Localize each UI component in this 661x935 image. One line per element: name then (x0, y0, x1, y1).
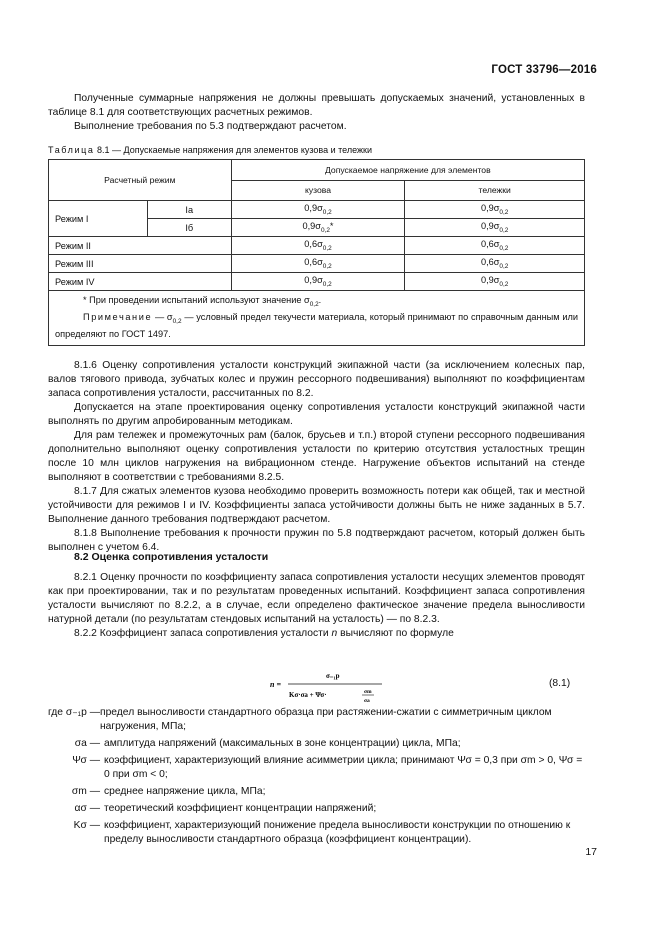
cell-bogie-value (405, 255, 585, 273)
formula-lhs: n = (270, 680, 282, 689)
cell-mode: Режим I (49, 201, 148, 237)
cell-body-footnote-mark: * (329, 221, 334, 231)
cell-bogie-sub: 0,2 (499, 209, 509, 216)
table-row (49, 201, 585, 219)
paragraph-8-2-1: 8.2.1 Оценку прочности по коэффициенту запаса сопротивления усталости несущих элементов проводят как при проектировании, так и по результатам проведенных испытаний. Коэффициент запаса сопротивления усталости вычисляют по 8.2.2, а в случае, если определено фактическое значение предела выносливости натурной детали (по результатам стендовых испытаний на усталость) — по 8.2.3. (48, 572, 585, 625)
definition-symbol: ασ — (74, 803, 100, 814)
cell-body-value (231, 255, 405, 273)
cell-mode: Режим II (49, 237, 232, 255)
p822-text-a: 8.2.2 Коэффициент запаса сопротивления усталости (74, 628, 332, 639)
cell-body-value (231, 237, 405, 255)
formula-8-1 (270, 668, 390, 704)
cell-bogie-sub: 0,2 (499, 245, 509, 252)
intro-text (48, 92, 585, 134)
definition-text: коэффициент, характеризующий влияние асимметрии цикла; принимают Ψσ = 0,3 при σm > 0, Ψσ = 0 при σm < 0; (104, 755, 583, 780)
cell-mode: Режим III (49, 255, 232, 273)
definition-item (48, 706, 588, 734)
intro-paragraph-2: Выполнение требования по 5.3 подтверждают расчетом. (74, 121, 347, 132)
cell-bogie-text: 0,9σ (480, 275, 500, 285)
note-sub: 0,2 (172, 318, 182, 325)
p822-symbol-n: n (331, 628, 338, 639)
paragraph-8-1-6b: Допускается на этапе проектирования оценку сопротивления усталости конструкций экипажной части выполнять по другим апробированным методикам. (48, 402, 585, 427)
paragraph-8-2-2 (48, 627, 585, 641)
clause-8-2-text (48, 571, 585, 641)
cell-bogie-sub: 0,2 (499, 263, 509, 270)
table-row (49, 255, 585, 273)
section-heading: 8.2 Оценка сопротивления усталости (74, 551, 269, 563)
header-bogie: тележки (405, 180, 585, 201)
cell-submode: Iб (147, 219, 231, 237)
table-caption (48, 145, 372, 155)
table-caption-text: 8.1 — Допускаемые напряжения для элементов кузова и тележки (94, 145, 372, 155)
footnote-sub: 0,2 (309, 301, 319, 308)
definition-item (48, 754, 588, 782)
definition-item (48, 819, 588, 847)
header-body: кузова (231, 180, 405, 201)
definition-item (48, 785, 588, 799)
allowed-stress-table (48, 159, 585, 346)
paragraph-8-1-8: 8.1.8 Выполнение требования к прочности пружин по 5.8 подтверждают расчетом, который должен быть выполнен с учетом 6.4. (48, 528, 585, 553)
cell-bogie-value (405, 219, 585, 237)
definition-symbol: Kσ — (73, 820, 100, 831)
definition-item (48, 737, 588, 751)
cell-submode: Iа (147, 201, 231, 219)
cell-body-sub: 0,2 (322, 281, 332, 288)
note-text: — условный предел текучести материала, который принимают по справочным данным или определяют по ГОСТ 1497. (55, 312, 578, 339)
footnote-text: * При проведении испытаний используют значение σ (83, 295, 310, 305)
table-caption-prefix: Таблица (48, 145, 95, 155)
intro-paragraph-1: Полученные суммарные напряжения не должны превышать допускаемых значений, установленных в таблице 8.1 для соответствующих расчетных режимов. (48, 93, 585, 118)
p822-text-b: вычисляют по формуле (337, 628, 454, 639)
footnote-end: . (318, 295, 322, 305)
cell-bogie-sub: 0,2 (499, 227, 509, 234)
cell-bogie-value (405, 237, 585, 255)
header-allowed: Допускаемое напряжение для элементов (231, 160, 584, 181)
cell-bogie-text: 0,6σ (480, 239, 500, 249)
definitions-list (48, 706, 588, 850)
header-mode: Расчетный режим (49, 160, 232, 201)
cell-bogie-text: 0,9σ (480, 221, 500, 231)
document-code: ГОСТ 33796—2016 (491, 64, 597, 76)
cell-bogie-text: 0,6σ (480, 257, 500, 267)
cell-body-sub: 0,2 (322, 245, 332, 252)
cell-body-value (231, 273, 405, 291)
definition-text: коэффициент, характеризующий понижение предела выносливости конструкции по отношению к пределу выносливости стандартного образца (коэффициент концентрации). (104, 820, 571, 845)
cell-body-text: 0,9σ (302, 221, 321, 231)
cell-body-text: 0,6σ (304, 239, 323, 249)
cell-bogie-text: 0,9σ (480, 203, 500, 213)
formula-numerator: σ₋₁р (326, 672, 340, 680)
equation-number: (8.1) (549, 678, 571, 689)
paragraph-8-1-6: 8.1.6 Оценку сопротивления усталости конструкций экипажной части (за исключением колесных пар, валов тягового привода, зубчатых колес и пружин рессорного подвешивания) выполняют по коэффициентам запаса сопротивления усталости, рассчитанных по 8.2. (48, 360, 585, 399)
clause-8-1-text (48, 359, 585, 555)
definition-text: предел выносливости стандартного образца при растяжении-сжатии с симметричным циклом нагружения, МПа; (100, 707, 552, 732)
paragraph-8-1-7: 8.1.7 Для сжатых элементов кузова необходимо проверить возможность потери как общей, так и местной устойчивости для режимов I и IV. Коэффициенты запаса устойчивости должны быть не ниже заданных в 5.7. Выполнение данного требования подтверждают расчетом. (48, 486, 585, 525)
page-number: 17 (585, 846, 597, 858)
cell-bogie-value (405, 201, 585, 219)
note-label: Примечание (83, 312, 153, 322)
cell-bogie-sub: 0,2 (499, 281, 509, 288)
cell-body-sub: 0,2 (322, 263, 332, 270)
formula-inner-denominator: σa (364, 698, 370, 704)
definition-text: амплитуда напряжений (максимальных в зоне концентрации) цикла, МПа; (104, 738, 461, 749)
formula-denominator: Kσ·σa + Ψσ· (289, 691, 327, 699)
note-symbol: — σ (152, 312, 173, 322)
cell-body-text: 0,9σ (304, 275, 323, 285)
cell-mode: Режим IV (49, 273, 232, 291)
formula-inner-numerator: σm (364, 689, 372, 695)
paragraph-8-1-6c: Для рам тележек и промежуточных рам (балок, брусьев и т.п.) второй ступени рессорного подвешивания дополнительно выполняют оценку сопротивления усталости по критерию отсутствия усталостных трещин после 10 млн циклов нагружения на вибрационном стенде. Нагружение объектов испытаний на стенде выполняют в соответствии с требованиями 8.2.5. (48, 430, 585, 483)
definition-symbol: σm — (71, 786, 100, 797)
table-note (55, 311, 578, 341)
definition-symbol: σa — (74, 738, 100, 749)
table-row (49, 237, 585, 255)
table-footnote (55, 294, 578, 311)
definition-symbol: Ψσ — (72, 755, 100, 766)
cell-body-sub: 0,2 (320, 227, 330, 234)
definition-text: среднее напряжение цикла, МПа; (104, 786, 266, 797)
cell-body-value (231, 219, 405, 237)
table-notes (49, 291, 585, 346)
cell-body-sub: 0,2 (322, 209, 332, 216)
definition-text: теоретический коэффициент концентрации напряжений; (104, 803, 377, 814)
cell-body-text: 0,6σ (304, 257, 323, 267)
table-row (49, 273, 585, 291)
definition-symbol: где σ₋₁р — (48, 707, 101, 718)
cell-body-value (231, 201, 405, 219)
cell-body-text: 0,9σ (304, 203, 323, 213)
definition-item (48, 802, 588, 816)
cell-bogie-value (405, 273, 585, 291)
